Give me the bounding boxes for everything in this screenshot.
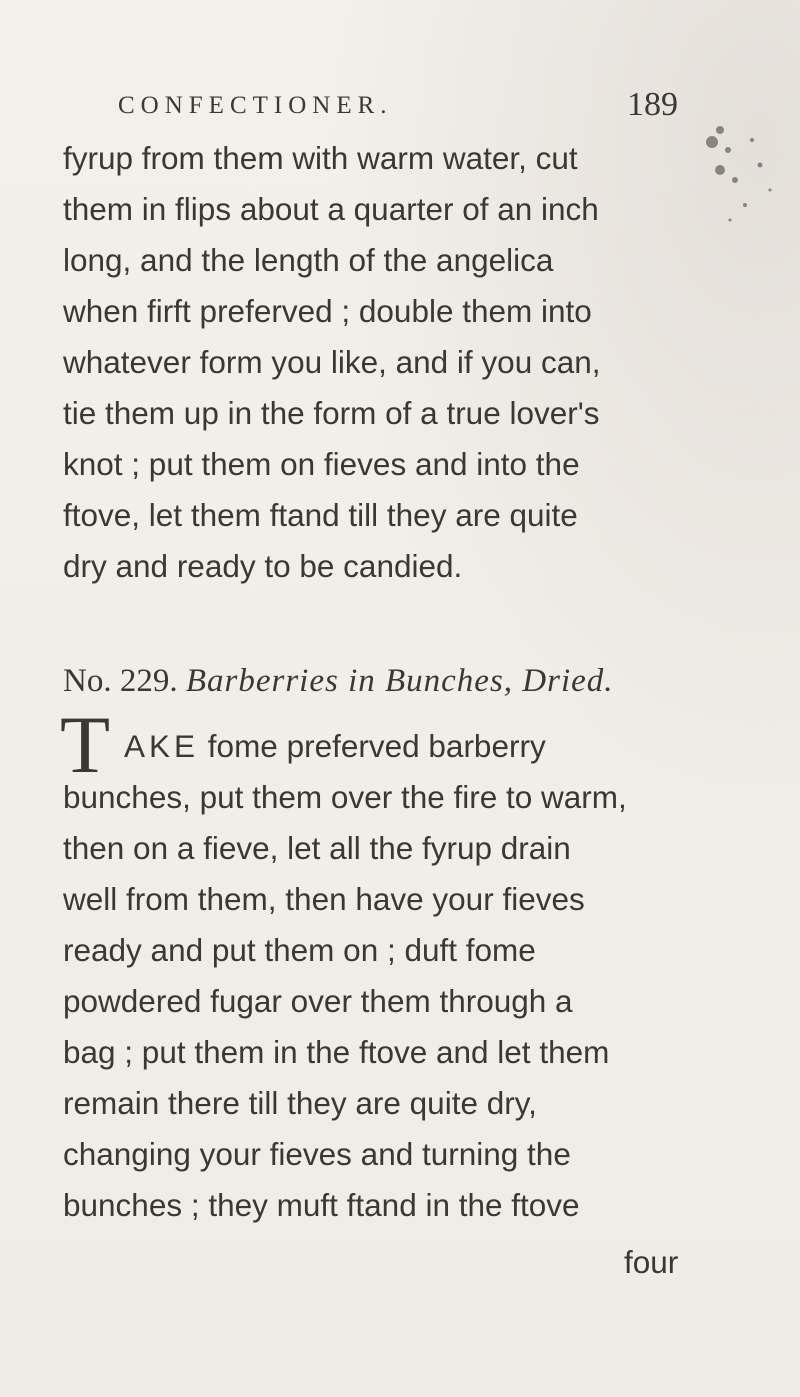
recipe-first-line-rest: fome preferved barberry — [207, 728, 546, 764]
body-line: ftove, let them ftand till they are quite — [63, 497, 578, 533]
body-line: them in flips about a quarter of an inch — [63, 191, 599, 227]
recipe-first-line — [124, 728, 546, 765]
recipe-title: Barberries in Bunches, Dried. — [185, 663, 614, 699]
recipe-line: well from them, then have your fieves — [63, 881, 585, 917]
running-head — [118, 86, 678, 132]
recipe-line: ready and put them on ; duft fome — [63, 932, 536, 968]
page-number: 189 — [627, 86, 678, 123]
catchword: four — [624, 1244, 679, 1280]
body-line: long, and the length of the angelica — [63, 242, 554, 278]
body-line: fyrup from them with warm water, cut — [63, 140, 578, 176]
body-line: knot ; put them on fieves and into the — [63, 446, 580, 482]
recipe-heading — [63, 663, 614, 700]
drop-cap: T — [60, 699, 111, 790]
running-head-title: CONFECTIONER. — [118, 92, 393, 119]
recipe-number: No. 229. — [63, 663, 178, 699]
recipe-line: powdered fugar over them through a — [63, 983, 573, 1019]
body-line: dry and ready to be candied. — [63, 548, 463, 584]
recipe-line: bag ; put them in the ftove and let them — [63, 1034, 610, 1070]
page-stain-decoration — [690, 70, 800, 300]
recipe-line: then on a fieve, let all the fyrup drain — [63, 830, 571, 866]
recipe-line: bunches ; they muft ftand in the ftove — [63, 1187, 580, 1223]
recipe-line: changing your fieves and turning the — [63, 1136, 571, 1172]
body-line: tie them up in the form of a true lover's — [63, 395, 600, 431]
recipe-line: bunches, put them over the fire to warm, — [63, 779, 627, 815]
recipe-line: remain there till they are quite dry, — [63, 1085, 537, 1121]
body-line: when firft preferved ; double them into — [63, 293, 592, 329]
body-line: whatever form you like, and if you can, — [63, 344, 601, 380]
recipe-smallcaps: AKE — [124, 728, 200, 764]
